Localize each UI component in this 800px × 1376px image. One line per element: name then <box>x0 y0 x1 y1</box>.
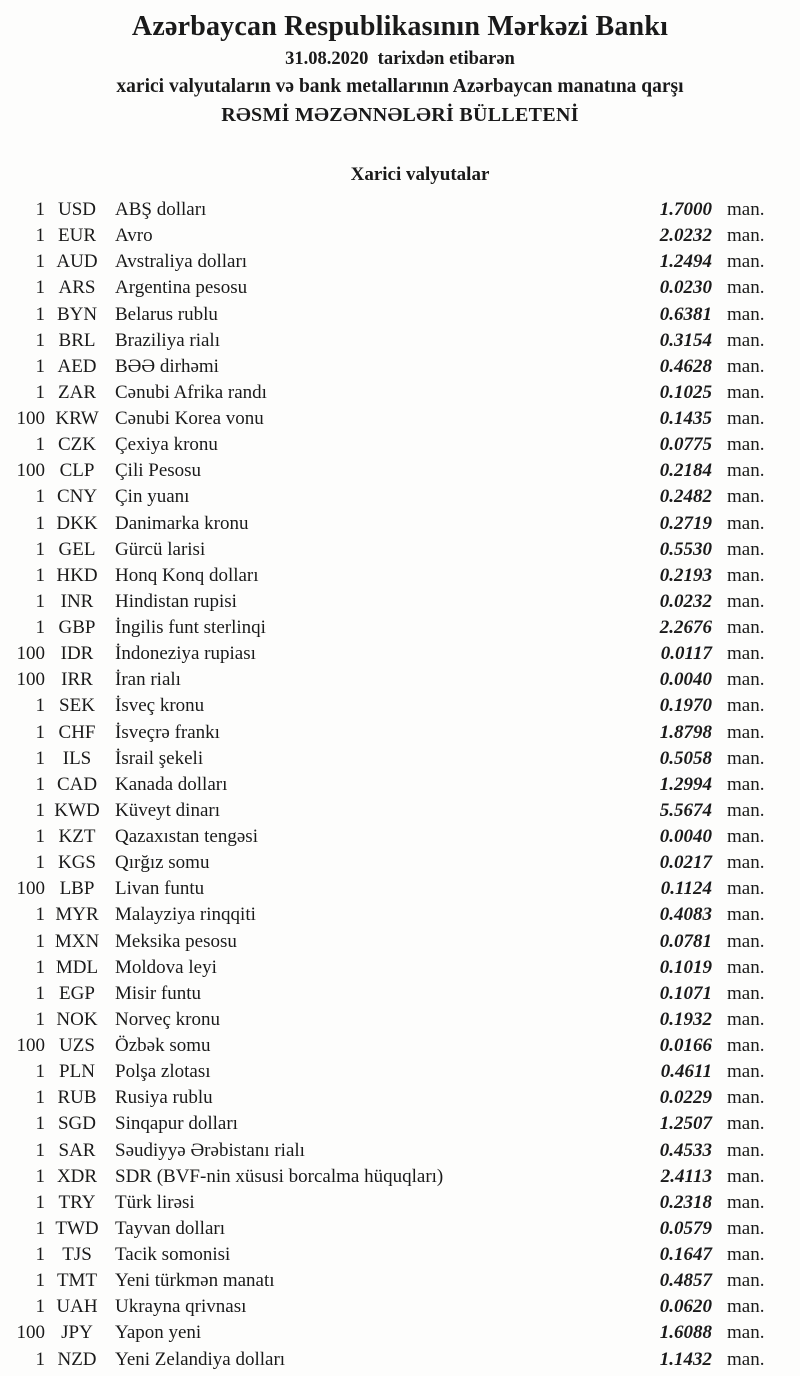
nominal-value: 1 <box>35 747 45 769</box>
currency-name: Malayziya rinqqiti <box>115 904 256 926</box>
currency-name: Çexiya kronu <box>115 434 218 456</box>
table-row <box>0 406 800 432</box>
currency-name: Meksika pesosu <box>115 930 237 952</box>
rate-value: 0.6381 <box>659 303 712 325</box>
nominal-value: 1 <box>35 381 45 403</box>
nominal-value: 1 <box>35 773 45 795</box>
nominal-value: 1 <box>35 225 45 247</box>
nominal-value: 100 <box>16 408 45 429</box>
currency-name: Hindistan rupisi <box>115 590 237 612</box>
currency-code: DKK <box>56 512 98 534</box>
table-row <box>0 1268 800 1294</box>
rate-value: 0.0775 <box>659 434 712 456</box>
unit-label: man. <box>727 1087 765 1109</box>
nominal-value: 1 <box>35 826 45 847</box>
currency-name: İsveçrə frankı <box>115 721 220 743</box>
currency-name: Avro <box>115 225 153 247</box>
currency-name: Honq Konq dolları <box>115 564 259 586</box>
rate-value: 2.2676 <box>659 617 712 638</box>
currency-code: USD <box>57 199 96 220</box>
currency-name: Sinqapur dolları <box>115 1113 238 1135</box>
rate-value: 0.2184 <box>659 460 712 482</box>
currency-name: İsveç kronu <box>115 695 205 717</box>
nominal-value: 1 <box>35 277 45 299</box>
currency-name: Qırğız somu <box>115 852 210 874</box>
nominal-value: 1 <box>35 564 45 586</box>
unit-label: man. <box>727 1008 765 1030</box>
effective-date: 31.08.2020 tarixdən etibarən <box>285 49 515 69</box>
unit-label: man. <box>727 199 765 220</box>
table-row <box>0 249 800 275</box>
currency-name: SDR (BVF-nin xüsusi borcalma hüquqları) <box>115 1165 444 1187</box>
currency-name: Gürcü larisi <box>115 538 206 560</box>
table-row <box>0 223 800 249</box>
unit-label: man. <box>727 1348 765 1370</box>
currency-name: Ukrayna qrivnası <box>115 1296 247 1318</box>
table-row <box>0 772 800 798</box>
nominal-value: 1 <box>35 355 45 377</box>
table-row <box>0 798 800 824</box>
unit-label: man. <box>727 878 765 900</box>
table-row <box>0 1216 800 1242</box>
rate-value: 0.2719 <box>659 512 712 534</box>
table-row <box>0 876 800 902</box>
currency-name: Livan funtu <box>115 878 205 900</box>
rate-value: 0.1647 <box>659 1244 712 1265</box>
unit-label: man. <box>727 538 765 560</box>
rate-value: 0.1932 <box>659 1008 712 1030</box>
table-row <box>0 1294 800 1320</box>
rate-value: 0.2318 <box>659 1191 712 1213</box>
nominal-value: 1 <box>35 1008 45 1030</box>
rate-value: 0.1435 <box>659 408 712 429</box>
unit-label: man. <box>727 277 765 299</box>
rate-value: 1.8798 <box>659 721 712 743</box>
unit-label: man. <box>727 460 765 482</box>
table-row <box>0 1347 800 1373</box>
currency-code: CZK <box>58 434 96 456</box>
currency-name: Belarus rublu <box>115 303 218 325</box>
unit-label: man. <box>727 303 765 325</box>
currency-code: NOK <box>56 1008 98 1030</box>
currency-name: Səudiyyə Ərəbistanı rialı <box>115 1139 305 1161</box>
unit-label: man. <box>727 930 765 952</box>
currency-code: IRR <box>61 669 93 691</box>
table-row <box>0 1164 800 1190</box>
unit-label: man. <box>727 225 765 247</box>
currency-code: BRL <box>58 329 96 351</box>
unit-label: man. <box>727 1061 765 1083</box>
nominal-value: 1 <box>35 930 45 952</box>
table-row <box>0 1190 800 1216</box>
table-row <box>0 484 800 510</box>
unit-label: man. <box>727 904 765 926</box>
currency-name: İndoneziya rupiası <box>115 643 256 665</box>
nominal-value: 1 <box>35 799 45 821</box>
unit-label: man. <box>727 1165 765 1187</box>
nominal-value: 1 <box>35 1217 45 1239</box>
unit-label: man. <box>727 512 765 534</box>
nominal-value: 1 <box>35 590 45 612</box>
currency-name: Çili Pesosu <box>115 460 202 482</box>
unit-label: man. <box>727 721 765 743</box>
rate-value: 0.0620 <box>659 1296 712 1318</box>
currency-name: Avstraliya dolları <box>115 251 248 273</box>
unit-label: man. <box>727 799 765 821</box>
currency-name: Yeni türkmən manatı <box>115 1270 275 1292</box>
table-row <box>0 328 800 354</box>
nominal-value: 1 <box>35 695 45 717</box>
unit-label: man. <box>727 329 765 351</box>
nominal-value: 1 <box>35 1296 45 1318</box>
currency-code: GEL <box>58 538 96 560</box>
currency-code: ILS <box>62 747 92 769</box>
table-row <box>0 929 800 955</box>
currency-code: KZT <box>58 826 96 847</box>
nominal-value: 1 <box>35 1244 45 1265</box>
currency-name: Yeni Zelandiya dolları <box>115 1348 286 1370</box>
currency-code: UAH <box>56 1296 98 1318</box>
bulletin-title: RƏSMİ MƏZƏNNƏLƏRİ BÜLLETENİ <box>221 104 579 126</box>
rate-value: 0.0217 <box>659 852 712 874</box>
nominal-value: 1 <box>35 251 45 273</box>
table-row <box>0 902 800 928</box>
nominal-value: 1 <box>35 512 45 534</box>
currency-code: TJS <box>62 1244 92 1265</box>
currency-name: Moldova leyi <box>115 956 217 978</box>
rate-value: 0.1019 <box>659 956 712 978</box>
unit-label: man. <box>727 826 765 847</box>
unit-label: man. <box>727 643 765 665</box>
rate-value: 0.1025 <box>659 381 712 403</box>
table-row <box>0 1085 800 1111</box>
table-row <box>0 380 800 406</box>
table-row <box>0 850 800 876</box>
currency-code: CLP <box>59 460 95 482</box>
currency-name: Argentina pesosu <box>115 277 248 299</box>
table-row <box>0 458 800 484</box>
unit-label: man. <box>727 355 765 377</box>
currency-code: BYN <box>56 303 98 325</box>
currency-name: Tayvan dolları <box>115 1217 225 1239</box>
table-row <box>0 693 800 719</box>
rate-value: 2.0232 <box>659 225 712 247</box>
currency-name: Çin yuanı <box>115 486 190 508</box>
currency-name: İsrail şekeli <box>115 747 204 769</box>
page-title: Azərbaycan Respublikasının Mərkəzi Bankı <box>131 11 669 42</box>
rate-value: 0.5058 <box>659 747 712 769</box>
unit-label: man. <box>727 251 765 273</box>
nominal-value: 1 <box>35 434 45 456</box>
table-row <box>0 746 800 772</box>
rate-value: 0.0232 <box>659 590 712 612</box>
rate-value: 0.0781 <box>659 930 712 952</box>
table-row <box>0 1111 800 1137</box>
nominal-value: 1 <box>35 199 45 220</box>
table-row <box>0 197 800 223</box>
currency-name: Cənubi Korea vonu <box>115 408 264 429</box>
currency-code: KWD <box>54 799 100 821</box>
table-row <box>0 720 800 746</box>
rate-value: 1.7000 <box>659 199 712 220</box>
currency-name: İngilis funt sterlinqi <box>115 617 266 638</box>
currency-code: HKD <box>56 564 98 586</box>
currency-name: BƏƏ dirhəmi <box>115 355 219 377</box>
table-row <box>0 432 800 458</box>
table-row <box>0 1138 800 1164</box>
currency-name: Norveç kronu <box>115 1008 220 1030</box>
nominal-value: 1 <box>35 852 45 874</box>
table-row <box>0 511 800 537</box>
rate-value: 1.1432 <box>659 1348 712 1370</box>
currency-code: CHF <box>58 721 96 743</box>
table-row <box>0 641 800 667</box>
nominal-value: 1 <box>35 982 45 1004</box>
currency-name: Danimarka kronu <box>115 512 249 534</box>
nominal-value: 1 <box>35 1165 45 1187</box>
unit-label: man. <box>727 617 765 638</box>
unit-label: man. <box>727 564 765 586</box>
nominal-value: 1 <box>35 329 45 351</box>
nominal-value: 1 <box>35 1139 45 1161</box>
currency-name: İran rialı <box>115 669 181 691</box>
rate-value: 1.2507 <box>659 1113 712 1135</box>
nominal-value: 100 <box>16 1035 45 1056</box>
currency-code: XDR <box>56 1165 98 1187</box>
table-row <box>0 981 800 1007</box>
table-row <box>0 302 800 328</box>
currency-name: Türk lirəsi <box>115 1191 195 1213</box>
currency-code: PLN <box>59 1061 95 1083</box>
rate-value: 2.4113 <box>660 1165 712 1187</box>
currency-code: AED <box>57 355 97 377</box>
currency-code: AUD <box>56 251 98 273</box>
table-row <box>0 354 800 380</box>
currency-code: INR <box>60 590 94 612</box>
nominal-value: 100 <box>16 1322 45 1344</box>
currency-code: NZD <box>57 1348 97 1370</box>
nominal-value: 1 <box>35 1113 45 1135</box>
unit-label: man. <box>727 695 765 717</box>
nominal-value: 100 <box>16 643 45 665</box>
currency-code: RUB <box>57 1087 97 1109</box>
rate-value: 0.1071 <box>659 982 712 1004</box>
table-row <box>0 1242 800 1268</box>
table-row <box>0 563 800 589</box>
unit-label: man. <box>727 1217 765 1239</box>
rate-value: 0.4857 <box>659 1270 712 1292</box>
rate-value: 0.1124 <box>660 878 712 900</box>
currency-code: TWD <box>55 1217 99 1239</box>
nominal-value: 100 <box>16 460 45 482</box>
nominal-value: 100 <box>16 669 45 691</box>
currency-code: SEK <box>59 695 95 717</box>
unit-label: man. <box>727 434 765 456</box>
rate-value: 0.0117 <box>660 643 712 665</box>
table-row <box>0 667 800 693</box>
rate-value: 0.0230 <box>659 277 712 299</box>
currency-code: MXN <box>54 930 100 952</box>
unit-label: man. <box>727 773 765 795</box>
unit-label: man. <box>727 486 765 508</box>
rate-value: 1.6088 <box>659 1322 712 1344</box>
unit-label: man. <box>727 590 765 612</box>
unit-label: man. <box>727 956 765 978</box>
currency-code: TRY <box>58 1191 96 1213</box>
rate-value: 0.4533 <box>659 1139 712 1161</box>
currency-code: MDL <box>55 956 99 978</box>
nominal-value: 1 <box>35 1087 45 1109</box>
unit-label: man. <box>727 381 765 403</box>
rate-value: 0.2193 <box>659 564 712 586</box>
currency-code: UZS <box>59 1035 95 1056</box>
currency-code: IDR <box>60 643 94 665</box>
table-row <box>0 955 800 981</box>
unit-label: man. <box>727 1035 765 1056</box>
currency-code: EGP <box>59 982 95 1004</box>
table-row <box>0 275 800 301</box>
currency-code: EUR <box>58 225 96 247</box>
nominal-value: 100 <box>16 878 45 900</box>
currency-name: Cənubi Afrika randı <box>115 381 267 403</box>
document-subtitle: xarici valyutaların və bank metallarının Azərbaycan manatına qarşı <box>116 76 684 97</box>
table-row <box>0 589 800 615</box>
rate-value: 0.4611 <box>660 1061 712 1083</box>
currency-code: ARS <box>58 277 96 299</box>
rate-value: 0.5530 <box>659 538 712 560</box>
rate-value: 0.0229 <box>659 1087 712 1109</box>
rate-value: 0.0579 <box>659 1217 712 1239</box>
currency-code: SGD <box>57 1113 96 1135</box>
unit-label: man. <box>727 1113 765 1135</box>
nominal-value: 1 <box>35 1348 45 1370</box>
nominal-value: 1 <box>35 303 45 325</box>
currency-code: GBP <box>58 617 96 638</box>
currency-code: JPY <box>61 1322 93 1344</box>
rate-value: 1.2494 <box>659 251 712 273</box>
rate-value: 0.1970 <box>659 695 712 717</box>
table-row <box>0 824 800 850</box>
unit-label: man. <box>727 852 765 874</box>
nominal-value: 1 <box>35 956 45 978</box>
rate-value: 0.4083 <box>659 904 712 926</box>
rate-value: 0.0166 <box>659 1035 712 1056</box>
currency-code: CNY <box>56 486 98 508</box>
nominal-value: 1 <box>35 1270 45 1292</box>
currency-code: KRW <box>55 408 99 429</box>
unit-label: man. <box>727 408 765 429</box>
unit-label: man. <box>727 1191 765 1213</box>
exchange-rates-table <box>0 197 800 1373</box>
unit-label: man. <box>727 1139 765 1161</box>
nominal-value: 1 <box>35 1061 45 1083</box>
unit-label: man. <box>727 1322 765 1344</box>
currency-name: Rusiya rublu <box>115 1087 213 1109</box>
rate-value: 0.2482 <box>659 486 712 508</box>
unit-label: man. <box>727 669 765 691</box>
rate-value: 0.4628 <box>659 355 712 377</box>
currency-code: LBP <box>59 878 95 900</box>
currency-name: Kanada dolları <box>115 773 228 795</box>
unit-label: man. <box>727 1270 765 1292</box>
table-row <box>0 615 800 641</box>
nominal-value: 1 <box>35 538 45 560</box>
rate-value: 0.0040 <box>659 826 712 847</box>
table-row <box>0 1320 800 1346</box>
nominal-value: 1 <box>35 1191 45 1213</box>
table-row <box>0 1059 800 1085</box>
unit-label: man. <box>727 1296 765 1318</box>
rate-value: 0.3154 <box>659 329 712 351</box>
currency-code: ZAR <box>58 381 96 403</box>
currency-code: SAR <box>58 1139 96 1161</box>
section-title-foreign-currencies: Xarici valyutalar <box>350 164 490 185</box>
table-row <box>0 1033 800 1059</box>
unit-label: man. <box>727 747 765 769</box>
nominal-value: 1 <box>35 486 45 508</box>
currency-name: Tacik somonisi <box>115 1244 231 1265</box>
currency-name: ABŞ dolları <box>115 199 207 220</box>
rate-value: 0.0040 <box>659 669 712 691</box>
nominal-value: 1 <box>35 617 45 638</box>
currency-name: Misir funtu <box>115 982 202 1004</box>
table-row <box>0 1007 800 1033</box>
currency-name: Qazaxıstan tengəsi <box>115 826 258 847</box>
currency-code: KGS <box>57 852 96 874</box>
currency-name: Polşa zlotası <box>115 1061 211 1083</box>
rate-value: 5.5674 <box>659 799 712 821</box>
currency-code: TMT <box>56 1270 98 1292</box>
currency-name: Braziliya rialı <box>115 329 220 351</box>
unit-label: man. <box>727 1244 765 1265</box>
currency-name: Yapon yeni <box>115 1322 202 1344</box>
unit-label: man. <box>727 982 765 1004</box>
currency-code: CAD <box>56 773 98 795</box>
nominal-value: 1 <box>35 721 45 743</box>
currency-name: Küveyt dinarı <box>115 799 221 821</box>
currency-code: MYR <box>55 904 99 926</box>
nominal-value: 1 <box>35 904 45 926</box>
table-row <box>0 537 800 563</box>
currency-name: Özbək somu <box>115 1035 211 1056</box>
rate-value: 1.2994 <box>659 773 712 795</box>
